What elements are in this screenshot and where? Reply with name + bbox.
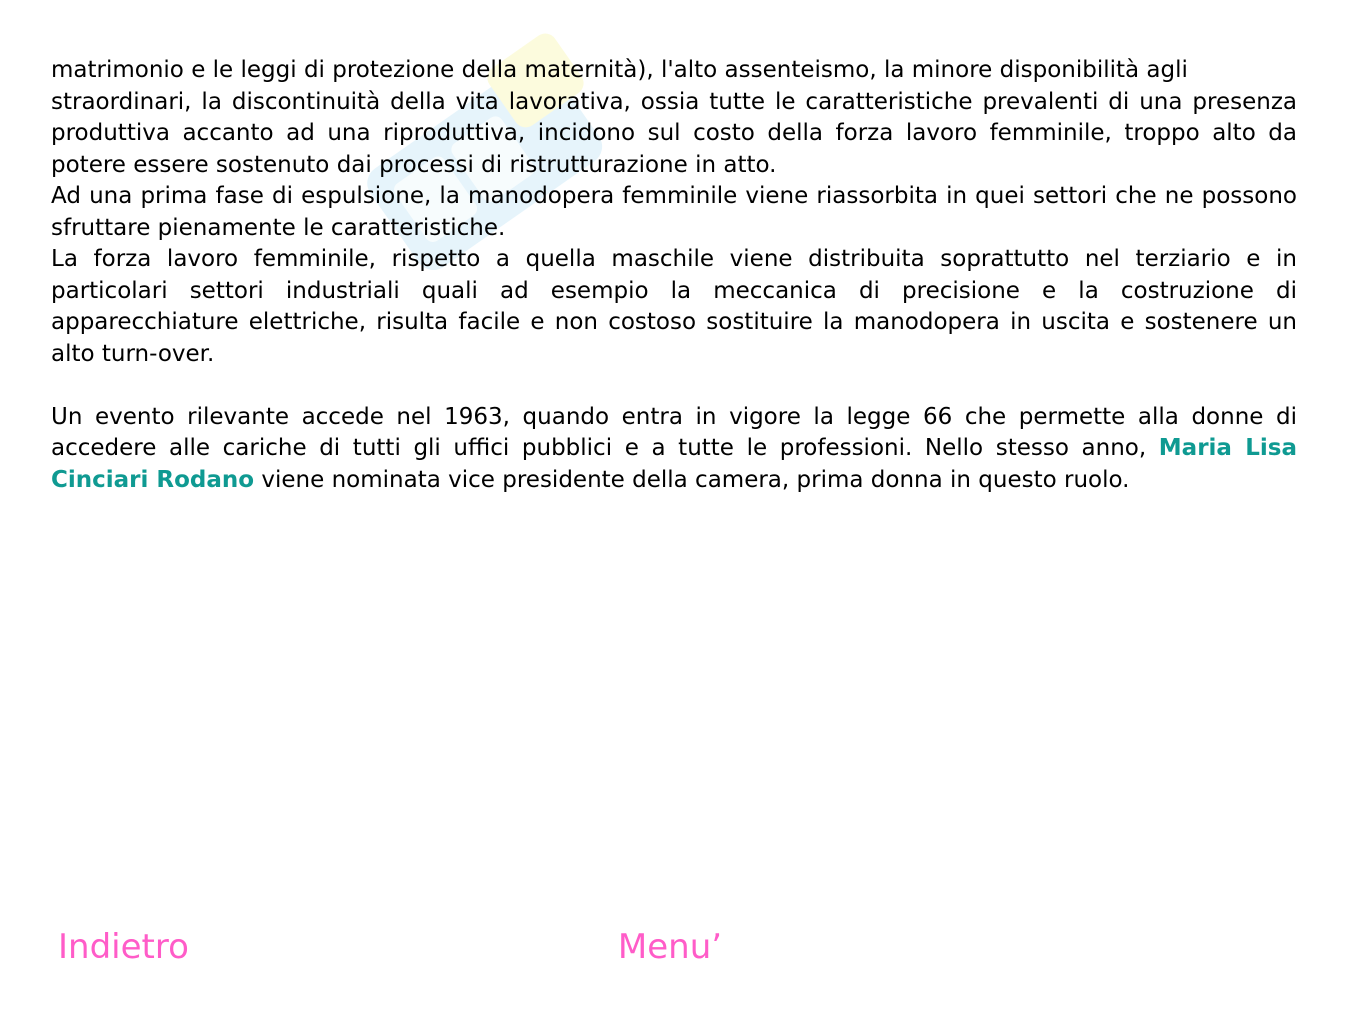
text-segment: Un evento rilevante accede nel 1963, quando entra in vigore la legge 66 che permette alla donne di accedere alle cariche di tutti gli uffici pubblici e a tutte le professioni. Nello stesso anno, bbox=[51, 403, 1297, 461]
paragraph-spacer bbox=[51, 370, 1297, 402]
text-segment: viene nominata vice presidente della camera, prima donna in questo ruolo. bbox=[254, 466, 1130, 493]
paragraph: Ad una prima fase di espulsione, la manodopera femminile viene riassorbita in quei settori che ne possono sfruttare pienamente le caratteristiche. bbox=[51, 183, 1297, 241]
document-body bbox=[51, 55, 1297, 496]
menu-link[interactable]: Menu’ bbox=[617, 927, 723, 967]
paragraph: matrimonio e le leggi di protezione della maternità), l'alto assenteismo, la minore disponibilità agli bbox=[51, 57, 1188, 83]
person-name-highlight: Maria Lisa Cinciari Rodano bbox=[51, 435, 1297, 493]
paragraph-final bbox=[51, 402, 1297, 497]
paragraph: straordinari, la discontinuità della vita lavorativa, ossia tutte le caratteristiche prevalenti di una presenza produttiva accanto ad una riproduttiva, incidono sul costo della forza lavoro femminile, troppo alto da potere essere sostenuto dai processi di ristrutturazione in atto. bbox=[51, 88, 1297, 178]
back-link[interactable]: Indietro bbox=[58, 927, 189, 967]
paragraph: La forza lavoro femminile, rispetto a quella maschile viene distribuita soprattutto nel terziario e in particolari settori industriali quali ad esempio la meccanica di precisione e la costruzione di apparecchiature elettriche, risulta facile e non costoso sostituire la manodopera in uscita e sostenere un alto turn-over. bbox=[51, 246, 1297, 367]
